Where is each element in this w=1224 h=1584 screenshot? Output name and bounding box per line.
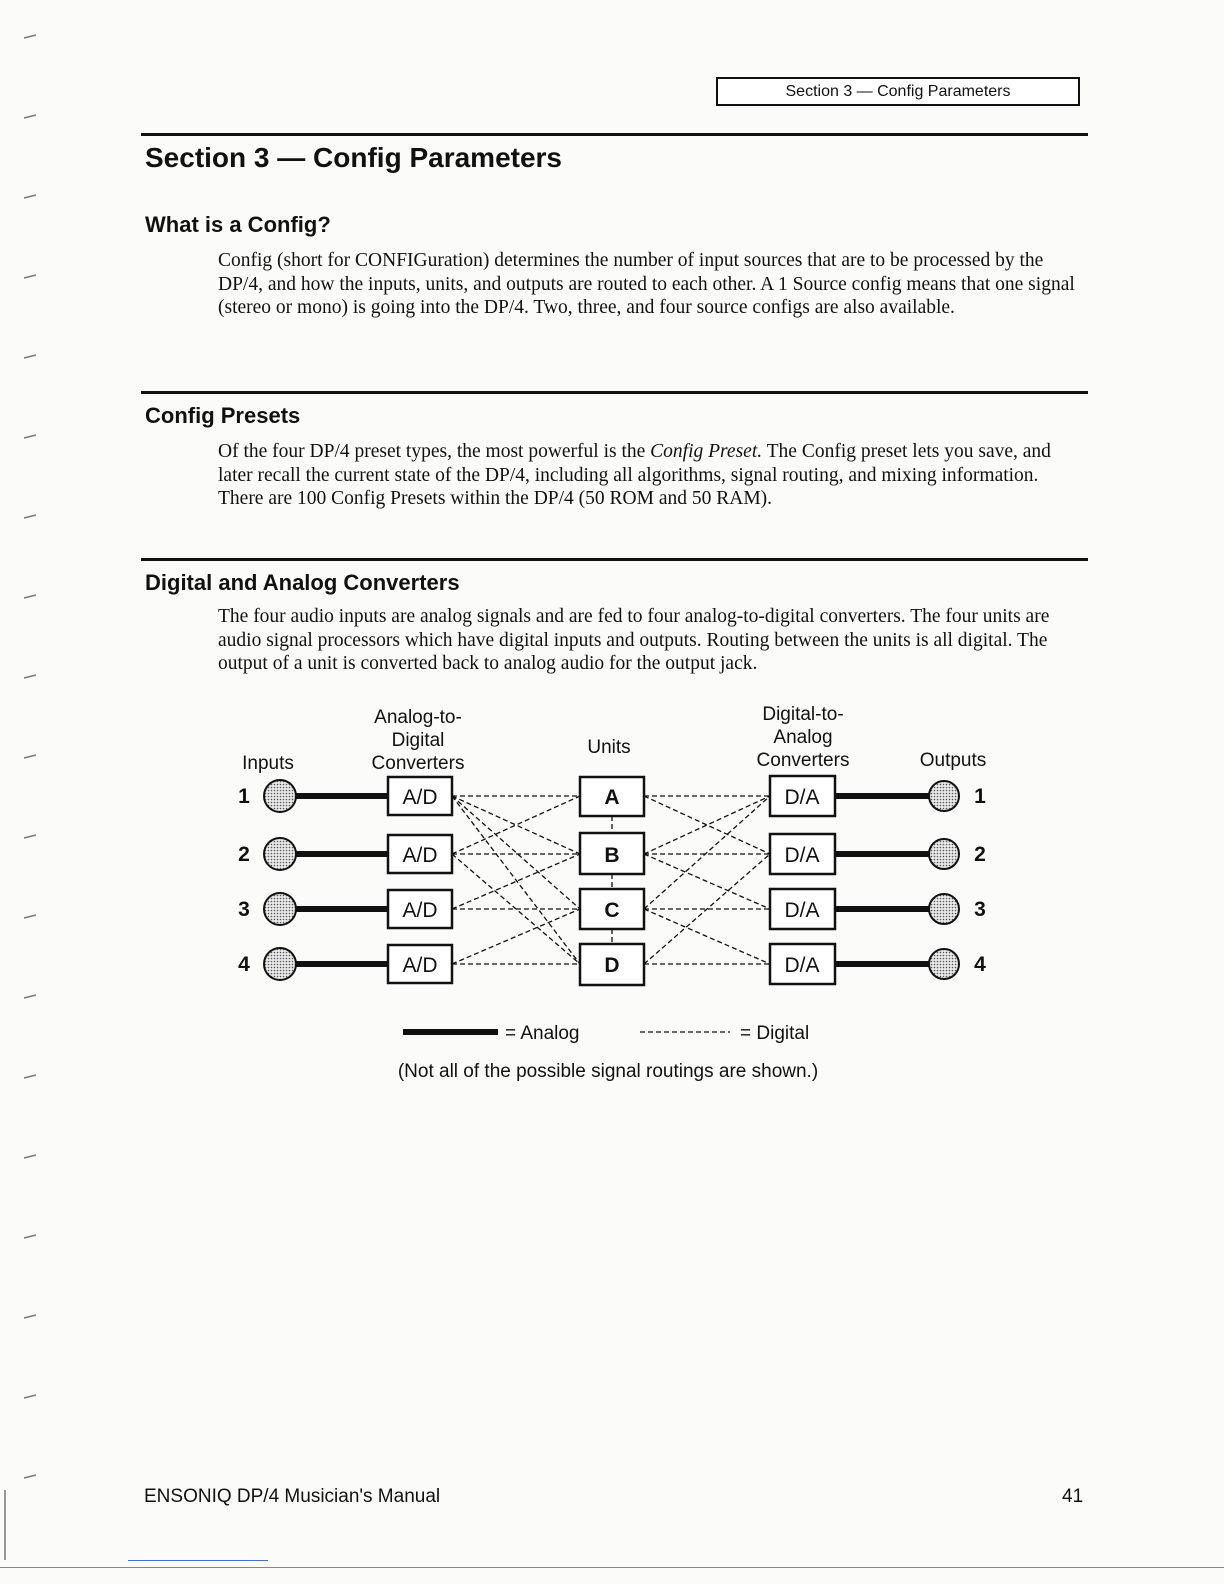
input-jacks [264,780,296,980]
output-number-1: 1 [974,785,986,808]
label-dac-3: Converters [756,750,850,771]
output-jack-3 [929,894,959,924]
unit-label-a: A [604,786,620,809]
section-heading-converters: Digital and Analog Converters [145,570,460,595]
section-rule-converters [141,558,1088,561]
config-preset-emphasis: Config Preset. [650,441,763,462]
output-number-3: 3 [974,898,986,921]
output-jack-1 [929,781,959,811]
input-number-1: 1 [238,785,250,808]
adc-label-2: A/D [402,844,438,867]
input-jack-1 [264,780,296,812]
diagram-caption: (Not all of the possible signal routings are shown.) [397,1061,819,1082]
footer-page-number: 41 [1062,1486,1084,1507]
adc-label-1: A/D [402,786,438,809]
unit-label-b: B [604,844,620,867]
input-jack-2 [264,838,296,870]
input-jack-3 [264,893,296,925]
label-units: Units [587,737,631,758]
config-presets-text-1: Of the four DP/4 preset types, the most powerful is the [218,441,651,462]
legend-digital-label: = Digital [740,1023,810,1044]
section-body-config-presets [218,440,1078,511]
output-jacks [929,781,959,979]
label-adc-2: Digital [391,730,445,751]
page-title: Section 3 — Config Parameters [145,142,563,173]
input-jack-4 [264,948,296,980]
footer-manual-title: ENSONIQ DP/4 Musician's Manual [144,1486,441,1507]
section-body-what-is-config: Config (short for CONFIGuration) determines the number of input sources that are to be processed by the DP/4, and how the inputs, units, and outputs are routed to each other. A 1 Source config means that one signal (stereo or mono) is going into the DP/4. Two, three, and four source configs are also available. [218,250,1075,319]
running-header: Section 3 — Config Parameters [716,77,1080,106]
section-rule-config-presets [141,391,1088,394]
title-rule [141,133,1088,136]
dac-label-1: D/A [784,786,820,809]
section-heading-what-is-config: What is a Config? [145,212,331,237]
label-adc-1: Analog-to- [374,707,462,728]
bottom-edge-line [0,1567,1224,1568]
dac-label-2: D/A [784,844,820,867]
input-number-3: 3 [238,898,250,921]
output-number-4: 4 [974,953,986,976]
output-number-2: 2 [974,843,986,866]
dac-label-4: D/A [784,954,820,977]
label-dac-2: Analog [773,727,833,748]
digital-routing-lines [452,796,770,964]
output-jack-2 [929,839,959,869]
unit-label-c: C [604,899,620,922]
bottom-blue-line [128,1560,268,1561]
dac-label-3: D/A [784,899,820,922]
label-dac-1: Digital-to- [762,704,844,725]
output-jack-4 [929,949,959,979]
signal-routing-diagram [0,690,1224,1100]
input-number-2: 2 [238,843,250,866]
section-heading-config-presets: Config Presets [145,403,301,428]
adc-label-3: A/D [402,899,438,922]
input-number-4: 4 [238,953,250,976]
adc-label-4: A/D [402,954,438,977]
label-inputs: Inputs [242,753,294,774]
config-presets-text-2: The Config preset lets you save, and later recall the current state of the DP/4, including all algorithms, signal routing, and mixing information. There are 100 Config Presets within the DP/4 (50 ROM and 50 RAM). [218,441,1051,510]
section-body-converters: The four audio inputs are analog signals and are fed to four analog-to-digital converters. The four units are audio signal processors which have digital inputs and outputs. Routing between the units is all digital. The output of a unit is converted back to analog audio for the output jack. [218,606,1050,675]
label-outputs: Outputs [919,750,987,771]
label-adc-3: Converters [371,753,465,774]
legend-analog-label: = Analog [505,1023,580,1044]
unit-label-d: D [604,954,620,977]
